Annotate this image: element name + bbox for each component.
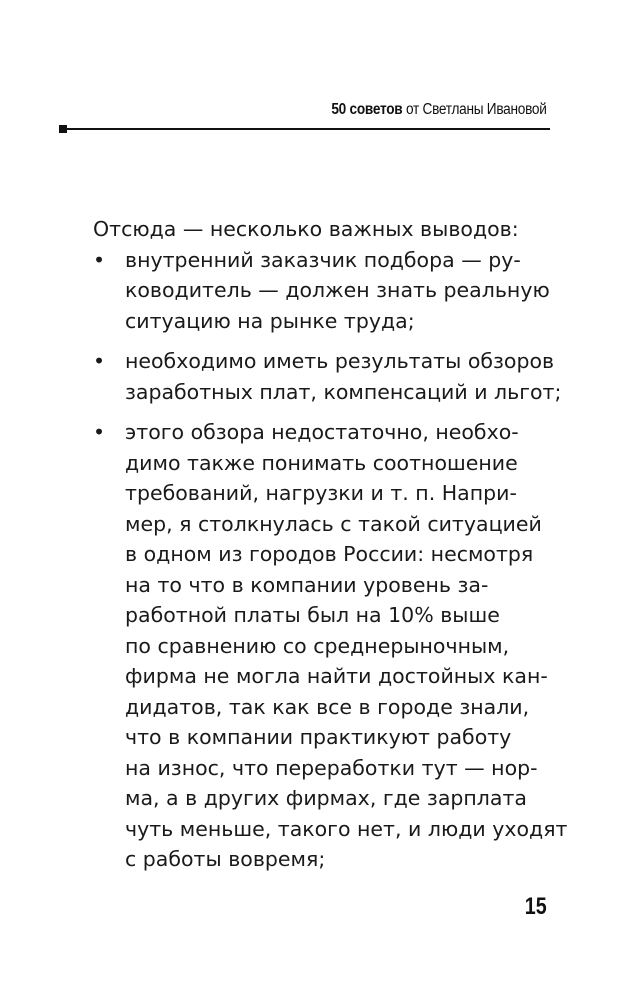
text-line: внутренний заказчик подбора — ру- [125, 247, 521, 272]
text-line: фирма не могла найти достойных кан- [125, 664, 548, 688]
text-line: на износ, что переработки тут — нор- [125, 755, 538, 780]
list-item [93, 417, 568, 875]
text-line: заработных плат, компенсаций и льгот; [125, 379, 562, 404]
header-rule [63, 128, 550, 130]
bullet-marker: • [93, 349, 106, 373]
text-line: по сравнению со среднерыночным, [125, 633, 510, 658]
book-author: от Светланы Ивановой [406, 101, 547, 118]
text-line: мер, я столкнулась с такой ситуацией [125, 511, 542, 536]
bullet-marker: • [93, 247, 106, 272]
text-line: ма, а в других фирмах, где зарплата [125, 786, 527, 810]
conclusions-list [93, 245, 568, 875]
text-line: этого обзора недостаточно, необхо- [125, 420, 519, 444]
text-line: ководитель — должен знать реальную [125, 278, 550, 302]
text-line: ситуацию на рынке труда; [125, 308, 415, 333]
text-line: в одном из городов России: несмотря [125, 542, 534, 566]
text-line: димо также понимать соотношение [125, 450, 518, 475]
text-line: чуть меньше, такого нет, и люди уходят [125, 816, 568, 841]
list-item [93, 245, 563, 337]
page-number: 15 [525, 893, 547, 920]
running-head [332, 101, 547, 119]
text-line: необходимо иметь результаты обзоров [125, 349, 555, 373]
text-line: работной платы был на 10% выше [125, 603, 500, 627]
page-body [93, 214, 568, 875]
text-line: дидатов, так как все в городе знали, [125, 694, 530, 719]
book-title: 50 советов [331, 101, 403, 118]
list-item [93, 346, 563, 407]
text-line: требований, нагрузки и т. п. Напри- [125, 481, 517, 505]
text-line: на то что в компании уровень за- [125, 572, 489, 597]
intro-paragraph: Отсюда — несколько важных выводов: [93, 217, 519, 241]
text-line: что в компании практикуют работу [125, 725, 512, 749]
bullet-marker: • [93, 420, 106, 444]
text-line: с работы вовремя; [125, 847, 326, 871]
